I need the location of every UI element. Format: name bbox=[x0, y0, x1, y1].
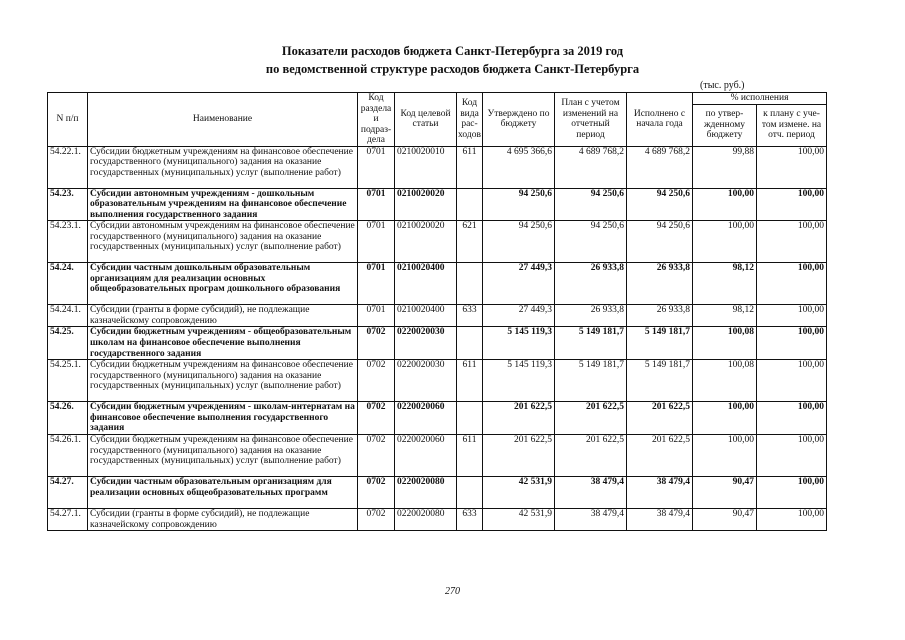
row-razdel-code: 0702 bbox=[358, 477, 395, 509]
row-vid-code bbox=[457, 477, 483, 509]
row-approved: 5 145 119,3 bbox=[483, 327, 555, 360]
table-row bbox=[48, 360, 827, 402]
row-approved: 27 449,3 bbox=[483, 305, 555, 327]
row-number: 54.27.1. bbox=[48, 509, 88, 531]
header-pct-approved: по утвер-жденному бюджету bbox=[693, 104, 757, 146]
row-pct-approved: 100,00 bbox=[693, 435, 757, 477]
row-vid-code: 611 bbox=[457, 360, 483, 402]
row-name: Субсидии частным образовательным организациям для реализации основных общеобразовательных программ bbox=[88, 477, 358, 509]
row-approved: 42 531,9 bbox=[483, 477, 555, 509]
table-row bbox=[48, 477, 827, 509]
row-pct-approved: 100,00 bbox=[693, 402, 757, 435]
row-plan: 201 622,5 bbox=[555, 402, 627, 435]
row-vid-code: 611 bbox=[457, 146, 483, 188]
row-vid-code bbox=[457, 263, 483, 305]
row-pct-approved: 90,47 bbox=[693, 477, 757, 509]
row-vid-code bbox=[457, 188, 483, 221]
row-number: 54.25. bbox=[48, 327, 88, 360]
row-plan: 5 149 181,7 bbox=[555, 327, 627, 360]
row-executed: 201 622,5 bbox=[627, 402, 693, 435]
row-pct-approved: 98,12 bbox=[693, 305, 757, 327]
row-plan: 5 149 181,7 bbox=[555, 360, 627, 402]
row-pct-plan: 100,00 bbox=[757, 263, 827, 305]
table-row bbox=[48, 146, 827, 188]
row-razdel-code: 0702 bbox=[358, 402, 395, 435]
row-razdel-code: 0701 bbox=[358, 305, 395, 327]
row-pct-approved: 90,47 bbox=[693, 509, 757, 531]
row-number: 54.22.1. bbox=[48, 146, 88, 188]
row-pct-plan: 100,00 bbox=[757, 360, 827, 402]
row-target-code: 0220020030 bbox=[395, 360, 457, 402]
row-vid-code bbox=[457, 402, 483, 435]
row-approved: 27 449,3 bbox=[483, 263, 555, 305]
row-name: Субсидии автономным учреждениям на финансовое обеспечение государственного (муниципального) задания на оказание государственных (муниципальных) услуг (выполнение работ) bbox=[88, 221, 358, 263]
row-name: Субсидии (гранты в форме субсидий), не подлежащие казначейскому сопровождению bbox=[88, 305, 358, 327]
row-plan: 38 479,4 bbox=[555, 477, 627, 509]
row-target-code: 0220020080 bbox=[395, 509, 457, 531]
row-name: Субсидии (гранты в форме субсидий), не подлежащие казначейскому сопровождению bbox=[88, 509, 358, 531]
table-row bbox=[48, 263, 827, 305]
row-target-code: 0220020030 bbox=[395, 327, 457, 360]
row-executed: 4 689 768,2 bbox=[627, 146, 693, 188]
row-pct-plan: 100,00 bbox=[757, 477, 827, 509]
row-plan: 38 479,4 bbox=[555, 509, 627, 531]
row-approved: 5 145 119,3 bbox=[483, 360, 555, 402]
row-name: Субсидии бюджетным учреждениям на финансовое обеспечение государственного (муниципального) задания на оказание государственных (муниципальных) услуг (выполнение работ) bbox=[88, 435, 358, 477]
row-vid-code: 611 bbox=[457, 435, 483, 477]
row-name: Субсидии бюджетным учреждениям - школам-интернатам на финансовое обеспечение выполнения государственного задания bbox=[88, 402, 358, 435]
row-approved: 201 622,5 bbox=[483, 435, 555, 477]
row-executed: 26 933,8 bbox=[627, 263, 693, 305]
row-razdel-code: 0702 bbox=[358, 435, 395, 477]
table-row bbox=[48, 188, 827, 221]
row-name: Субсидии частным дошкольным образовательным организациям для реализации основных общеобразовательных програм дошкольного образования bbox=[88, 263, 358, 305]
table-row bbox=[48, 402, 827, 435]
row-plan: 201 622,5 bbox=[555, 435, 627, 477]
units-label: (тыс. руб.) bbox=[700, 80, 745, 91]
row-vid-code bbox=[457, 327, 483, 360]
document-title-line-2: по ведомственной структуре расходов бюджета Санкт-Петербурга bbox=[265, 62, 640, 76]
row-name: Субсидии автономным учреждениям - дошкольным образовательным учреждениям на финансовое обеспечение выполнения государственного задания bbox=[88, 188, 358, 221]
row-razdel-code: 0702 bbox=[358, 327, 395, 360]
table-row bbox=[48, 221, 827, 263]
row-executed: 26 933,8 bbox=[627, 305, 693, 327]
header-num: N п/п bbox=[48, 93, 88, 147]
row-pct-plan: 100,00 bbox=[757, 435, 827, 477]
row-target-code: 0210020400 bbox=[395, 305, 457, 327]
row-pct-approved: 100,00 bbox=[693, 221, 757, 263]
row-target-code: 0210020020 bbox=[395, 221, 457, 263]
row-vid-code: 633 bbox=[457, 305, 483, 327]
row-pct-plan: 100,00 bbox=[757, 188, 827, 221]
row-target-code: 0220020060 bbox=[395, 402, 457, 435]
row-number: 54.26. bbox=[48, 402, 88, 435]
row-approved: 42 531,9 bbox=[483, 509, 555, 531]
row-pct-plan: 100,00 bbox=[757, 509, 827, 531]
row-pct-approved: 100,00 bbox=[693, 188, 757, 221]
row-approved: 94 250,6 bbox=[483, 221, 555, 263]
row-plan: 26 933,8 bbox=[555, 263, 627, 305]
row-target-code: 0210020020 bbox=[395, 188, 457, 221]
header-plan: План с учетом изменений на отчетный период bbox=[555, 93, 627, 147]
row-plan: 26 933,8 bbox=[555, 305, 627, 327]
row-plan: 94 250,6 bbox=[555, 188, 627, 221]
row-executed: 5 149 181,7 bbox=[627, 327, 693, 360]
header-pct-plan: к плану с уче-том измене. на отч. период bbox=[757, 104, 827, 146]
table-row bbox=[48, 305, 827, 327]
row-pct-plan: 100,00 bbox=[757, 221, 827, 263]
row-name: Субсидии бюджетным учреждениям - общеобразовательным школам на финансовое обеспечение выполнения государственного задания bbox=[88, 327, 358, 360]
row-razdel-code: 0702 bbox=[358, 360, 395, 402]
row-pct-plan: 100,00 bbox=[757, 305, 827, 327]
row-number: 54.24. bbox=[48, 263, 88, 305]
row-razdel-code: 0701 bbox=[358, 263, 395, 305]
row-vid-code: 633 bbox=[457, 509, 483, 531]
row-target-code: 0210020400 bbox=[395, 263, 457, 305]
row-approved: 4 695 366,6 bbox=[483, 146, 555, 188]
header-vid: Код вида рас-ходов bbox=[457, 93, 483, 147]
document-title-line-1: Показатели расходов бюджета Санкт-Петербурга за 2019 год bbox=[281, 44, 624, 58]
row-name: Субсидии бюджетным учреждениям на финансовое обеспечение государственного (муниципального) задания на оказание государственных (муниципальных) услуг (выполнение работ) bbox=[88, 360, 358, 402]
header-executed: Исполнено с начала года bbox=[627, 93, 693, 147]
row-pct-plan: 100,00 bbox=[757, 146, 827, 188]
row-razdel-code: 0701 bbox=[358, 221, 395, 263]
row-executed: 94 250,6 bbox=[627, 221, 693, 263]
header-target: Код целевой статьи bbox=[395, 93, 457, 147]
expenditure-table bbox=[47, 92, 827, 531]
row-target-code: 0210020010 bbox=[395, 146, 457, 188]
row-vid-code: 621 bbox=[457, 221, 483, 263]
header-approved: Утверждено по бюджету bbox=[483, 93, 555, 147]
row-target-code: 0220020080 bbox=[395, 477, 457, 509]
row-pct-approved: 100,08 bbox=[693, 327, 757, 360]
row-executed: 38 479,4 bbox=[627, 509, 693, 531]
row-executed: 201 622,5 bbox=[627, 435, 693, 477]
row-executed: 38 479,4 bbox=[627, 477, 693, 509]
header-razdel: Код раздела и подраз-дела bbox=[358, 93, 395, 147]
row-plan: 94 250,6 bbox=[555, 221, 627, 263]
row-plan: 4 689 768,2 bbox=[555, 146, 627, 188]
row-executed: 5 149 181,7 bbox=[627, 360, 693, 402]
row-pct-plan: 100,00 bbox=[757, 402, 827, 435]
row-executed: 94 250,6 bbox=[627, 188, 693, 221]
row-pct-approved: 99,88 bbox=[693, 146, 757, 188]
row-pct-approved: 98,12 bbox=[693, 263, 757, 305]
row-razdel-code: 0701 bbox=[358, 188, 395, 221]
row-approved: 94 250,6 bbox=[483, 188, 555, 221]
row-target-code: 0220020060 bbox=[395, 435, 457, 477]
row-number: 54.24.1. bbox=[48, 305, 88, 327]
row-number: 54.25.1. bbox=[48, 360, 88, 402]
table-row bbox=[48, 435, 827, 477]
header-name: Наименование bbox=[88, 93, 358, 147]
row-number: 54.23.1. bbox=[48, 221, 88, 263]
row-razdel-code: 0701 bbox=[358, 146, 395, 188]
row-razdel-code: 0702 bbox=[358, 509, 395, 531]
row-approved: 201 622,5 bbox=[483, 402, 555, 435]
row-number: 54.23. bbox=[48, 188, 88, 221]
table-row bbox=[48, 327, 827, 360]
row-pct-approved: 100,08 bbox=[693, 360, 757, 402]
page-number: 270 bbox=[445, 586, 460, 597]
row-number: 54.26.1. bbox=[48, 435, 88, 477]
header-pct: % исполнения bbox=[693, 93, 827, 105]
row-pct-plan: 100,00 bbox=[757, 327, 827, 360]
row-name: Субсидии бюджетным учреждениям на финансовое обеспечение государственного (муниципального) задания на оказание государственных (муниципальных) услуг (выполнение работ) bbox=[88, 146, 358, 188]
table-row bbox=[48, 509, 827, 531]
row-number: 54.27. bbox=[48, 477, 88, 509]
